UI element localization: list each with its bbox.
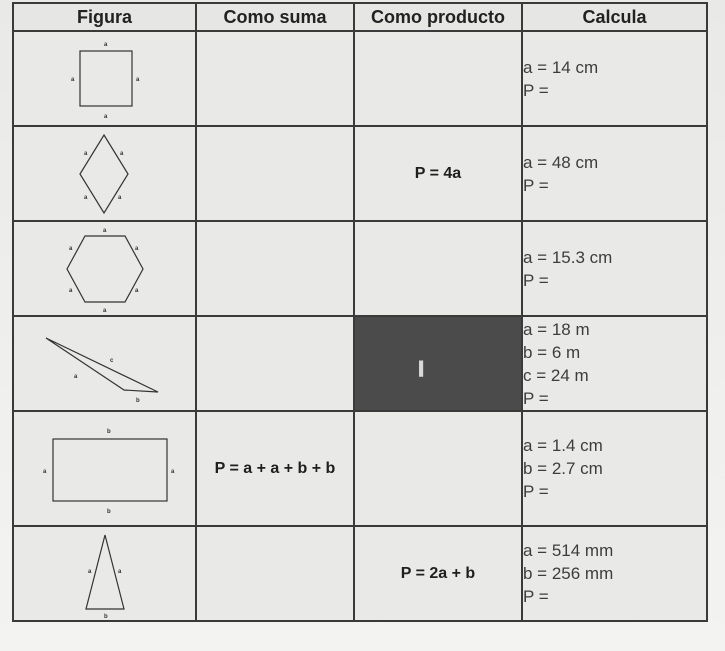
table-row <box>13 411 707 526</box>
table-row <box>13 126 707 221</box>
svg-text:a: a <box>103 41 107 48</box>
rhombus-icon <box>60 129 150 219</box>
calc-line: P = <box>523 175 549 195</box>
suma-cell[interactable] <box>196 316 354 411</box>
table-row <box>13 526 707 621</box>
calc-line: a = 48 cm <box>523 152 599 172</box>
calc-line: P = <box>523 388 549 408</box>
svg-text:a: a <box>73 373 77 380</box>
calc-line: c = 24 m <box>523 365 589 385</box>
svg-text:a: a <box>117 568 121 575</box>
svg-text:a: a <box>87 568 91 575</box>
calc-cell <box>522 221 707 316</box>
svg-text:a: a <box>119 150 123 157</box>
calc-line: P = <box>523 270 549 290</box>
calc-cell <box>522 411 707 526</box>
svg-text:a: a <box>83 194 87 201</box>
scalene-triangle-icon <box>40 324 170 404</box>
svg-text:a: a <box>42 469 46 475</box>
svg-text:a: a <box>102 307 106 314</box>
rectangle-icon <box>35 421 175 516</box>
svg-text:b: b <box>135 397 140 404</box>
svg-text:a: a <box>102 227 106 234</box>
header-calcula: Calcula <box>522 3 707 31</box>
header-como-suma: Como suma <box>196 3 354 31</box>
producto-cell[interactable] <box>354 31 522 126</box>
suma-cell[interactable] <box>196 526 354 621</box>
producto-cell[interactable]: P = 2a + b <box>354 526 522 621</box>
calc-line: b = 2.7 cm <box>523 459 603 478</box>
suma-cell[interactable] <box>196 221 354 316</box>
suma-cell[interactable] <box>196 31 354 126</box>
calc-line: a = 15.3 cm <box>523 247 613 267</box>
table-row <box>13 221 707 316</box>
calc-line: P = <box>523 587 549 606</box>
calc-line: a = 514 mm <box>523 541 614 560</box>
figure-cell <box>13 316 196 411</box>
figure-cell <box>13 126 196 221</box>
figure-cell <box>13 31 196 126</box>
perimeter-table <box>12 2 708 622</box>
isosceles-triangle-icon <box>60 529 150 619</box>
svg-text:b: b <box>103 613 108 619</box>
calc-line: b = 6 m <box>523 342 581 362</box>
calc-line: P = <box>523 482 549 501</box>
calc-cell <box>522 316 707 411</box>
producto-cell[interactable] <box>354 411 522 526</box>
svg-text:a: a <box>134 287 138 294</box>
svg-text:a: a <box>170 469 174 475</box>
header-figura: Figura <box>13 3 196 31</box>
svg-text:a: a <box>117 194 121 201</box>
text-cursor-icon: Ι <box>417 358 426 383</box>
figure-cell <box>13 221 196 316</box>
table-row <box>13 31 707 126</box>
producto-cell[interactable] <box>354 221 522 316</box>
svg-text:a: a <box>134 245 138 252</box>
producto-cell-selected[interactable] <box>354 316 522 411</box>
calc-cell <box>522 526 707 621</box>
header-row <box>13 3 707 31</box>
calc-cell <box>522 31 707 126</box>
svg-text:b: b <box>106 429 111 435</box>
svg-text:a: a <box>68 245 72 252</box>
svg-text:a: a <box>103 113 107 120</box>
calc-line: a = 18 m <box>523 319 590 339</box>
svg-text:a: a <box>70 76 74 83</box>
svg-text:c: c <box>109 357 113 364</box>
calc-line: a = 14 cm <box>523 57 599 77</box>
svg-text:a: a <box>68 287 72 294</box>
figure-cell <box>13 411 196 526</box>
calc-line: b = 256 mm <box>523 564 614 583</box>
figure-cell <box>13 526 196 621</box>
calc-line: a = 1.4 cm <box>523 436 603 455</box>
suma-cell[interactable] <box>196 126 354 221</box>
calc-cell <box>522 126 707 221</box>
hexagon-icon <box>55 224 155 314</box>
producto-cell[interactable]: P = 4a <box>354 126 522 221</box>
table-row <box>13 316 707 411</box>
svg-text:b: b <box>106 509 111 515</box>
svg-text:a: a <box>135 76 139 83</box>
svg-text:a: a <box>83 150 87 157</box>
calc-line: P = <box>523 80 549 100</box>
square-icon <box>60 34 150 124</box>
suma-cell[interactable]: P = a + a + b + b <box>196 411 354 526</box>
header-como-producto: Como producto <box>354 3 522 31</box>
